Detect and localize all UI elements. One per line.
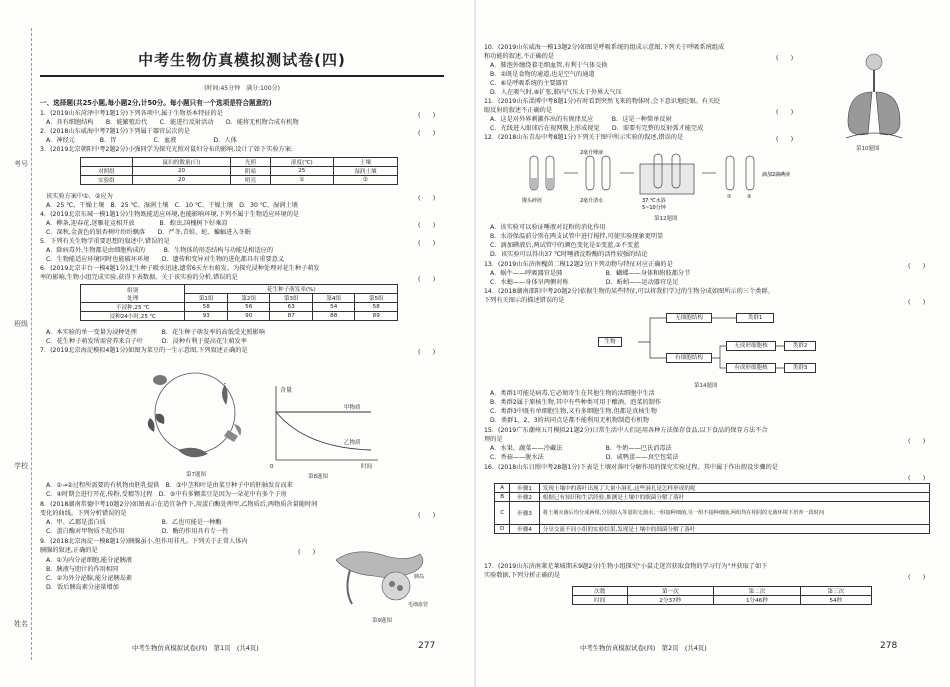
series-label-yi: 乙物质 [344, 440, 361, 446]
label-bread-crumbs: 馒头碎屑 [522, 198, 543, 204]
table-corner [81, 285, 185, 303]
water-bath-icon [640, 164, 694, 194]
islet-magnified-icon [382, 572, 410, 600]
question-12: 12．(2018山东青岛中考8题1分)下列关于图中所示实验的叙述,错误的是 [484, 134, 684, 141]
answer-bracket[interactable]: ( ) [418, 195, 436, 202]
answer-bracket[interactable]: ( ) [908, 438, 926, 445]
question-5-options-cd: C．生物能适应环境同时也能破坏环境 D．遗传和变异对生物的进化都具有重要意义 [46, 256, 285, 263]
table-cell: B [495, 493, 510, 502]
figure-12-caption: 第12题图 [654, 216, 678, 222]
origin-label: 0 [270, 464, 274, 470]
cycle-ring [155, 373, 235, 453]
node-no-cell-structure: 无细胞结构 [666, 313, 712, 323]
node-organism: 生物 [598, 337, 622, 347]
table-cell: 对照组 [81, 167, 133, 176]
answer-bracket[interactable]: ( ) [418, 276, 436, 283]
table-cell: 处理 [127, 295, 139, 302]
question-7-options-ab: A．①→②过程所需要的有机物由胚乳提供 B．③中茎和叶是由菜豆种子中的胚轴发育而来 [46, 482, 293, 489]
table-cell: 90 [227, 312, 270, 321]
question-11-cont: 眼反射的叙述不正确的是 [484, 107, 553, 114]
question-8-options-cd: C．蛋白酶对甲物质不起作用 D．酶的作用具有专一性 [46, 528, 229, 535]
cell-icon [389, 581, 395, 587]
paper-meta: (时间:45分钟 满分:100分) [204, 85, 280, 92]
question-9-option-d: D．饭后胰岛素分泌量增加 [46, 584, 119, 591]
node-has-cell-structure: 有细胞结构 [666, 353, 712, 363]
table-cell: 鼠妇的数量(只) [132, 158, 230, 167]
table-cell: 时间 [573, 596, 628, 605]
answer-bracket[interactable]: ( ) [418, 130, 436, 137]
table-cell: 88 [312, 312, 355, 321]
answer-bracket[interactable]: ( ) [908, 263, 926, 270]
question-2: 2．(2018山东威海中考7题1分)下列属于器官层次的是 [40, 128, 190, 135]
question-10-option-b: B．②既是食物的通道,也是空气的通道 [490, 71, 595, 78]
answer-bracket[interactable]: ( ) [776, 109, 794, 116]
question-14-option-a: A．类群1可能是病毒,它必须寄生在其他生物的活细胞中生活 [490, 390, 655, 397]
question-7: 7．(2019北京海淀模拟4题1分)如图为菜豆的一生示意图,下列叙述正确的是 [40, 347, 248, 354]
pancreas-figure [330, 530, 440, 615]
table-cell: 明亮 [231, 176, 271, 185]
table-cell: 步骤4 [510, 525, 539, 534]
question-16: 16．(2018山东日照中考28题1分)下表是土壤对落叶分解作用的探究实验过程。其中属于作出假设步骤的是 [484, 464, 778, 471]
table-cell: 第三次 [800, 587, 871, 596]
test-tube-icon [746, 156, 754, 190]
table-cell: ② [333, 176, 397, 185]
question-8-options-ab: A．甲、乙都是蛋白质 B．乙也可能是一种酶 [46, 519, 222, 526]
question-14-cont: 下列有关图示的描述错误的是 [484, 297, 565, 304]
question-12-option-c: C．滴加碘液后,两试管中的颜色变化是①变蓝,②不变蓝 [490, 242, 640, 249]
x-axis-label: 时间 [361, 464, 373, 470]
side-label-school: 学校 [14, 462, 28, 470]
table-cell: 实验组 [81, 176, 133, 185]
question-14-option-d: D．类群1、2、3的共同点是都不能利用无机物制造有机物 [490, 417, 649, 424]
table-cell: 不浸种,25 ℃ [81, 303, 185, 312]
table-cell: 浸种24小时,25 ℃ [81, 312, 185, 321]
table-cell: A [495, 484, 510, 493]
y-axis-label: 含量 [280, 387, 293, 394]
question-10: 10．(2019山东威海一模13题2分)如图是呼吸系统的组成示意图,下列关于呼吸系统组成 [484, 44, 725, 51]
question-12-option-a: A．该实验可以验证唾液对淀粉的消化作用 [490, 224, 606, 231]
right-footer: 中考生物仿真模拟试卷(四) 第2页 (共4页) [580, 644, 707, 652]
table-cell: 湿润土壤 [333, 167, 397, 176]
question-4-options-ab: A．柳条,迎春花,迷雁花竞相开放 B．蝗虫,国槐树下好乘凉 [46, 220, 228, 227]
answer-bracket[interactable]: ( ) [418, 512, 436, 519]
question-17: 17．(2019山东济南莱芜莱城期末9题2分)生物小组探究"小鼠走迷宫获取食物的学习行为"并获取了如下 [484, 563, 768, 570]
question-12-option-d: D．该实验可以得出37 ℃时唾液淀粉酶的活性较强的结论 [490, 251, 648, 258]
side-label-class: 班级 [14, 320, 28, 328]
question-3-options: A．25 ℃、干燥土壤 B．25 ℃、湿润土壤 C．10 ℃、干燥土壤 D．30 ℃、湿润土壤 [46, 202, 298, 209]
question-13-options-ab: A．蜗牛——呼吸器官是肺 B．蝴蝶——身体和附肢都分节 [490, 270, 691, 277]
page-fold [474, 0, 476, 687]
label-water-bath: 37 ℃水浴 [642, 198, 666, 204]
table-cell: 第一次 [627, 587, 714, 596]
table-cell: 湿度(℃) [270, 158, 333, 167]
answer-bracket[interactable]: ( ) [908, 574, 926, 581]
test-tube-icon [726, 156, 734, 190]
table-cell: 第2组 [227, 294, 270, 303]
question-9-cont: 胰腺的叙述,正确的是 [40, 547, 98, 554]
table-cell: 步骤3 [510, 502, 539, 525]
question-11-options-ab: A．这是对外界刺激作出的有规律反应 B．这是一种简单反射 [490, 116, 672, 123]
bean-seed-icon [153, 375, 167, 385]
series-label-jia: 甲物质 [344, 405, 361, 411]
right-lung-icon [876, 92, 900, 135]
table-cell: 将土壤灭菌后均分成两组,分别加入等量的无菌水,一组接种细菌,另一组不接种细菌,两组均在相同的无菌环境下培养一段时间 [539, 502, 929, 525]
answer-bracket[interactable]: ( ) [776, 55, 794, 62]
question-17-cont: 实验数据,下列分析正确的是 [484, 572, 561, 579]
table-cell: 组别 [127, 287, 139, 294]
question-10-cont: 和功能的叙述,不正确的是 [484, 53, 555, 60]
node-group-3: 类群3 [784, 363, 816, 373]
label-water: 2毫升清水 [580, 198, 604, 204]
question-12-option-b: B．水浴保温前分别在两支试管中进行搅拌,可使实验现象更明显 [490, 233, 664, 240]
question-16-table [494, 483, 930, 534]
answer-bracket[interactable]: ( ) [776, 136, 794, 143]
question-7-options-cd: C．④时期会进行开花,传粉,受精等过程 D．⑤中有多颗菜豆是因为一朵花中有多个子房 [46, 491, 287, 498]
figure-10-caption: 第10题图 [856, 146, 880, 152]
question-14-option-c: C．类群3中既有单细胞生物,又有多细胞生物,但都是真核生物 [490, 408, 657, 415]
figure-7-caption: 第7题图 [186, 472, 206, 478]
table-cell: 光照 [231, 158, 271, 167]
label-tube-1: ① [727, 194, 732, 200]
question-5-options-ab: A．除病毒外,生物都是由细胞构成的 B．生物体的形态结构与功能是相适应的 [46, 247, 274, 254]
table-cell: 第3组 [270, 294, 313, 303]
table-cell: 20 [132, 167, 230, 176]
left-page [0, 0, 472, 687]
crumbs-fill [531, 178, 537, 189]
question-3-table [80, 157, 398, 185]
question-1-options: A．具有细胞结构 B．能繁殖后代 C．能进行反射活动 D．能将无机物合成有机物 [46, 119, 299, 126]
question-13-options-cd: C．水螅——身体呈两侧对称 D．蚯蚓——运动器官是足 [490, 279, 679, 286]
table-cell: 89 [355, 312, 398, 321]
table-cell: 次数 [573, 587, 628, 596]
table-cell: 54秒 [800, 596, 871, 605]
question-9-option-c: C．②为外分泌腺,能分泌胰岛素 [46, 575, 133, 582]
table-cell: 分享交流不同小组的实验结果,发现是土壤中的细菌分解了落叶 [539, 525, 929, 534]
table-cell: 第二次 [714, 587, 801, 596]
question-5: 5．下列有关生物学重要思想的叙述中,错误的是 [40, 238, 170, 245]
seedling-icon [222, 383, 228, 405]
label-duration: 5~10分钟 [642, 205, 666, 211]
test-tube-icon [602, 156, 610, 190]
question-6-cont: 率的影响,生物小组完成实验,获得下表数据。关于该实验的分析,错误的是 [40, 274, 238, 281]
binding-line [31, 28, 32, 660]
side-label-name: 姓名 [14, 620, 28, 628]
left-page-number: 277 [418, 641, 436, 651]
question-15-options-ab: A．水果、蔬菜——冷藏法 B．牛奶——巴氏消毒法 [490, 445, 672, 452]
table-cell: 2分37秒 [627, 596, 714, 605]
paper-title: 中考生物仿真模拟测试卷(四) [138, 51, 346, 69]
respiratory-system-figure [834, 52, 914, 142]
question-9-option-a: A．①为内分泌细胞,能分泌胰液 [46, 557, 132, 564]
answer-bracket[interactable]: ( ) [908, 299, 926, 306]
table-cell: 20 [132, 176, 230, 185]
node-group-1: 类群1 [736, 313, 774, 323]
side-label-exam-number: 考号 [14, 160, 28, 168]
answer-bracket[interactable]: ( ) [418, 349, 436, 356]
table-cell: 阴暗 [231, 167, 271, 176]
answer-bracket[interactable]: ( ) [418, 240, 436, 247]
question-4-options-cd: C．深秋,金黄色的银杏树叶纷纷飘落 D．严冬,青蛙、蛇、蝙蝠进入冬眠 [46, 229, 251, 236]
label-islet: 胰岛 [414, 574, 425, 580]
question-11-options-cd: C．光线进入眼球后在视网膜上形成视觉 D．需要有完整的反射弧才能完成 [490, 125, 704, 132]
table-cell: 87 [270, 312, 313, 321]
question-4: 4．(2019北京东城一模1题1分)生物既能适应环境,也能影响环境,下列不属于生物适应环境的是 [40, 211, 300, 218]
question-15: 15．(2019广东潮州五月模拟21题2分)日常生活中人们运用各种方法保存食品,以下食品的保存方法不合 [484, 427, 768, 434]
label-capillary: 毛细血管 [408, 602, 429, 608]
answer-bracket[interactable]: ( ) [418, 222, 436, 229]
question-9: 9．(2018北京海淀一模8题1分)胰腺虽小,但作用非凡。下列关于正常人体内 [40, 538, 248, 545]
left-lung-icon [848, 92, 872, 135]
table-cell: 根据已有知识和生活经验,推测是土壤中的细菌分解了落叶 [539, 493, 929, 502]
node-no-nucleus: 无成形细胞核 [726, 341, 776, 351]
answer-bracket[interactable]: ( ) [418, 112, 436, 119]
crumbs-fill [547, 178, 553, 189]
right-page [478, 0, 950, 687]
table-cell: 步骤2 [510, 493, 539, 502]
table-cell: 步骤1 [510, 484, 539, 493]
question-11: 11．(2019山东淄博中考8题1分)有时看到突然飞来的物体时,会下意识地眨眼。有关眨 [484, 98, 721, 105]
answer-bracket[interactable]: ( ) [908, 475, 926, 482]
question-1: 1．(2019山东菏泽中考1题1分)下列各项中,属于生物基本特征的是 [40, 110, 223, 117]
table-cell: 土壤 [333, 158, 397, 167]
table-cell: 58 [355, 303, 398, 312]
table-cell: 56 [227, 303, 270, 312]
question-14-option-b: B．类群2属于原核生物,其中有些种类可用于酿酒、泡菜的制作 [490, 399, 662, 406]
left-footer: 中考生物仿真模拟试卷(四) 第1页 (共4页) [132, 644, 259, 652]
question-6-options-cd: C．花生种子萌发所需营养来自子叶 D．浸种有利于提高花生萌发率 [46, 338, 247, 345]
duct-icon [347, 570, 352, 604]
question-10-option-a: A．肺泡外缠绕着毛细血管,有利于气体交换 [490, 62, 608, 69]
question-3: 3．(2019北京朝阳中考2题2分)小强同学为探究光照对鼠妇分布的影响,设计了如下实验方案: [40, 146, 293, 153]
table-cell: 第1组 [185, 294, 228, 303]
node-has-nucleus: 有成形细胞核 [726, 363, 776, 373]
question-3-stem: 该实验方案中①、②应为 [46, 193, 113, 200]
head-icon [866, 54, 882, 70]
table-cell: C [495, 502, 510, 525]
table-cell: 发现土壤中的落叶出现了大量小洞孔,这些洞孔是怎样形成的呢 [539, 484, 929, 493]
saliva-experiment-figure [520, 146, 820, 212]
question-10-option-d: D．人在吸气时,⑥扩张,肺内气压大于外界大气压 [490, 89, 622, 96]
table-cell [81, 158, 133, 167]
question-6: 6．(2019北京丰台一模4题1分)北生种子吸水迅速,遗常6天左右萌发。为探究浸种处理对花生种子萌发 [40, 265, 320, 272]
table-cell: 25 [270, 167, 333, 176]
question-14: 14．(2018湖南邵阳中考20题2分)依据生物的某些特征,可以将我们学过的生物分成如图所示的三个类群。 [484, 288, 774, 295]
table-cell: ① [270, 176, 333, 185]
enzyme-curve-figure [266, 382, 386, 470]
cell-icon [397, 585, 403, 591]
node-group-2: 类群2 [784, 341, 816, 351]
table-cell: 第4组 [312, 294, 355, 303]
right-page-number: 278 [880, 641, 898, 651]
label-tube-2: ② [747, 194, 752, 200]
question-2-options: A．神经元 B．胃 C．血液 D．人体 [46, 137, 237, 144]
figure-14-caption: 第14题图 [694, 383, 718, 389]
test-tube-icon [586, 156, 594, 190]
table-cell: 93 [185, 312, 228, 321]
table-cell: D [495, 525, 510, 534]
title-rule [40, 75, 444, 77]
question-9-option-b: B．胰液与胆汁的作用相同 [46, 566, 119, 573]
label-iodine: 滴加2滴碘液 [762, 172, 791, 178]
question-8-cont: 变化的曲线。下列分析错误的是 [40, 510, 127, 517]
table-cell: 58 [185, 303, 228, 312]
question-15-options-cd: C．香菇——脱水法 D．咸鸭蛋——真空包装法 [490, 454, 679, 461]
table-cell: 花生种子萌发率(%) [185, 285, 398, 294]
answer-bracket[interactable]: ( ) [298, 549, 316, 556]
table-cell: 63 [270, 303, 313, 312]
figure-9-caption: 第9题图 [372, 618, 392, 624]
question-6-table [80, 284, 398, 321]
question-13: 13．(2019山东济南槐荫二模12题2分)下列动物与特征对应正确的是 [484, 261, 673, 268]
table-cell: 1分46秒 [714, 596, 801, 605]
table-cell: 第5组 [355, 294, 398, 303]
bean-life-cycle-figure [130, 358, 260, 468]
question-15-cont: 理的是 [484, 436, 503, 443]
section-heading: 一、选择题(共25小题,每小题2分,计50分。每小题只有一个选项是符合题意的) [40, 99, 272, 107]
figure-8-caption: 第8题图 [308, 474, 328, 480]
question-17-table [572, 586, 872, 605]
question-10-option-c: C．⑥是呼吸系统的主要器官 [490, 80, 568, 87]
question-6-options-ab: A．本实验的单一变量为浸种处理 B．花生种子萌发率的高低受光照影响 [46, 329, 265, 336]
label-saliva: 2毫升唾液 [580, 150, 604, 156]
question-8: 8．(2018湖南常德中考10题2分)如图表示在适宜条件下,用蛋白酶处理甲,乙物质后,两物质含量随时间 [40, 501, 318, 508]
bean-pod-icon [178, 448, 208, 457]
table-cell: 54 [312, 303, 355, 312]
